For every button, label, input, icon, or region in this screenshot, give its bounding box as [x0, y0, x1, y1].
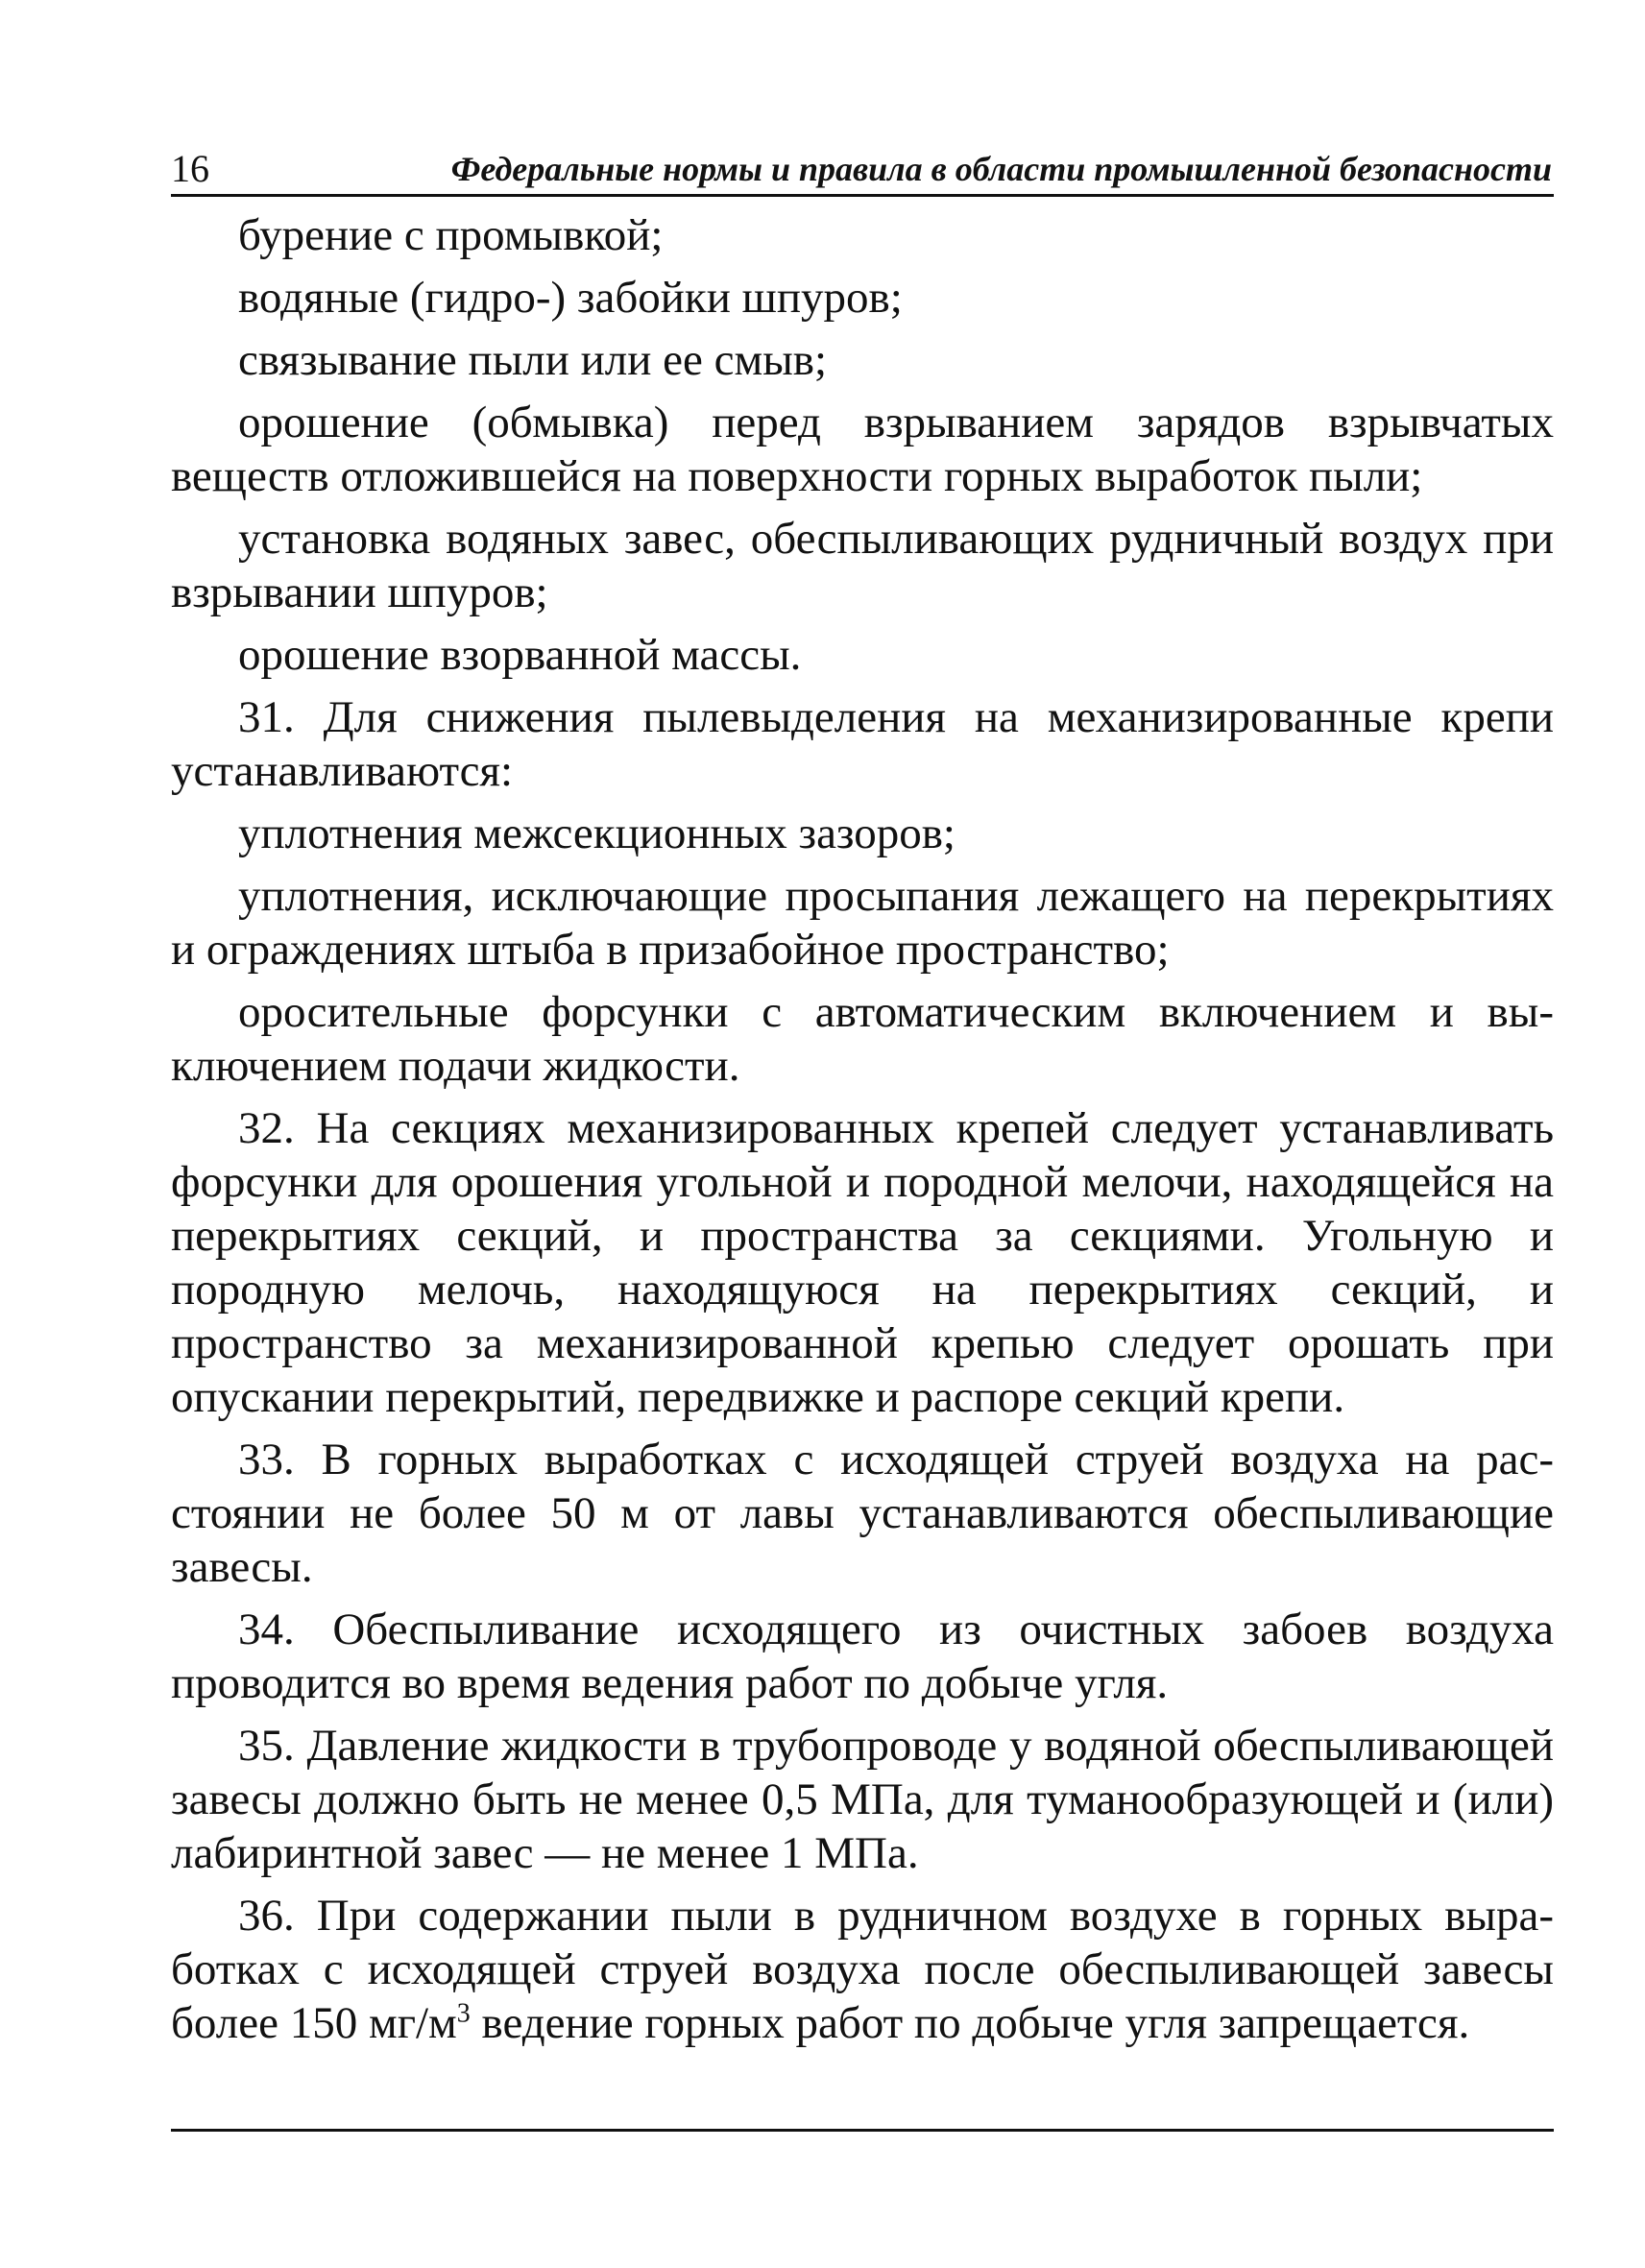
paragraph: установка водяных завес, обеспыливающих рудничный воздух при взрывании шпуров;	[171, 514, 1554, 617]
paragraph-item-31: 31. Для снижения пылевыделения на механизированные крепи устанавливаются:	[171, 692, 1554, 796]
paragraph: уплотнения, исключающие просыпания лежащего на перекрытиях и ограждениях штыба в призабойное пространство;	[171, 871, 1554, 975]
paragraph: уплотнения межсекционных зазоров;	[238, 808, 956, 858]
running-title: Федеральные нормы и правила в области промышленной безопасности	[450, 150, 1552, 188]
paragraph: бурение с промывкой;	[238, 210, 664, 260]
paragraph: водяные (гидро-) забойки шпуров;	[238, 273, 903, 323]
paragraph: орошение взорванной массы.	[238, 630, 802, 680]
paragraph-item-34: 34. Обеспыливание исходящего из очистных забоев воздуха проводится во время ведения работ по добыче угля.	[171, 1604, 1554, 1708]
paragraph: связывание пыли или ее смыв;	[238, 335, 828, 385]
page-header	[171, 144, 1554, 197]
paragraph-item-36	[171, 1889, 1554, 2050]
footer-rule	[171, 2129, 1554, 2132]
paragraph-item-32: 32. На секциях механизированных крепей следует устанавливать форсунки для орошения угольной и породной мелочи, находящейся на перекрытиях секций, и пространства за секциями. Угольную и породную мелочь, находящуюся на перекрытиях секций, и пространство за механизированной крепью следует орошать при опускании перекрытий, передвижке и распоре секций крепи.	[171, 1103, 1554, 1422]
paragraph: орошение (обмывка) перед взрыванием зарядов взрывчатых веществ отложившейся на поверхности горных выработок пыли;	[171, 398, 1554, 501]
paragraph: оросительные форсунки с автоматическим включением и выключением подачи жидкости.	[171, 987, 1554, 1091]
paragraph-text: ведение горных работ по добыче угля запрещается.	[470, 1998, 1470, 2048]
paragraph-item-33: 33. В горных выработках с исходящей струей воздуха на расстоянии не более 50 м от лавы устанавливаются обеспыливающие завесы.	[171, 1435, 1554, 1592]
body-text	[171, 208, 1554, 2050]
paragraph-item-35: 35. Давление жидкости в трубопроводе у водяной обеспыливающей завесы должно быть не менее 0,5 МПа, для туманообразующей и (или) лабиринтной завес — не менее 1 МПа.	[171, 1721, 1554, 1878]
page-number: 16	[171, 147, 209, 190]
paragraph-text: 36. При содержании пыли в рудничном воздухе в горных выработках с исходящей струей воздуха после обеспыливающей завесы более 150 мг/м	[171, 1891, 1554, 2048]
superscript: 3	[456, 1998, 471, 2029]
document-page	[171, 144, 1554, 2059]
